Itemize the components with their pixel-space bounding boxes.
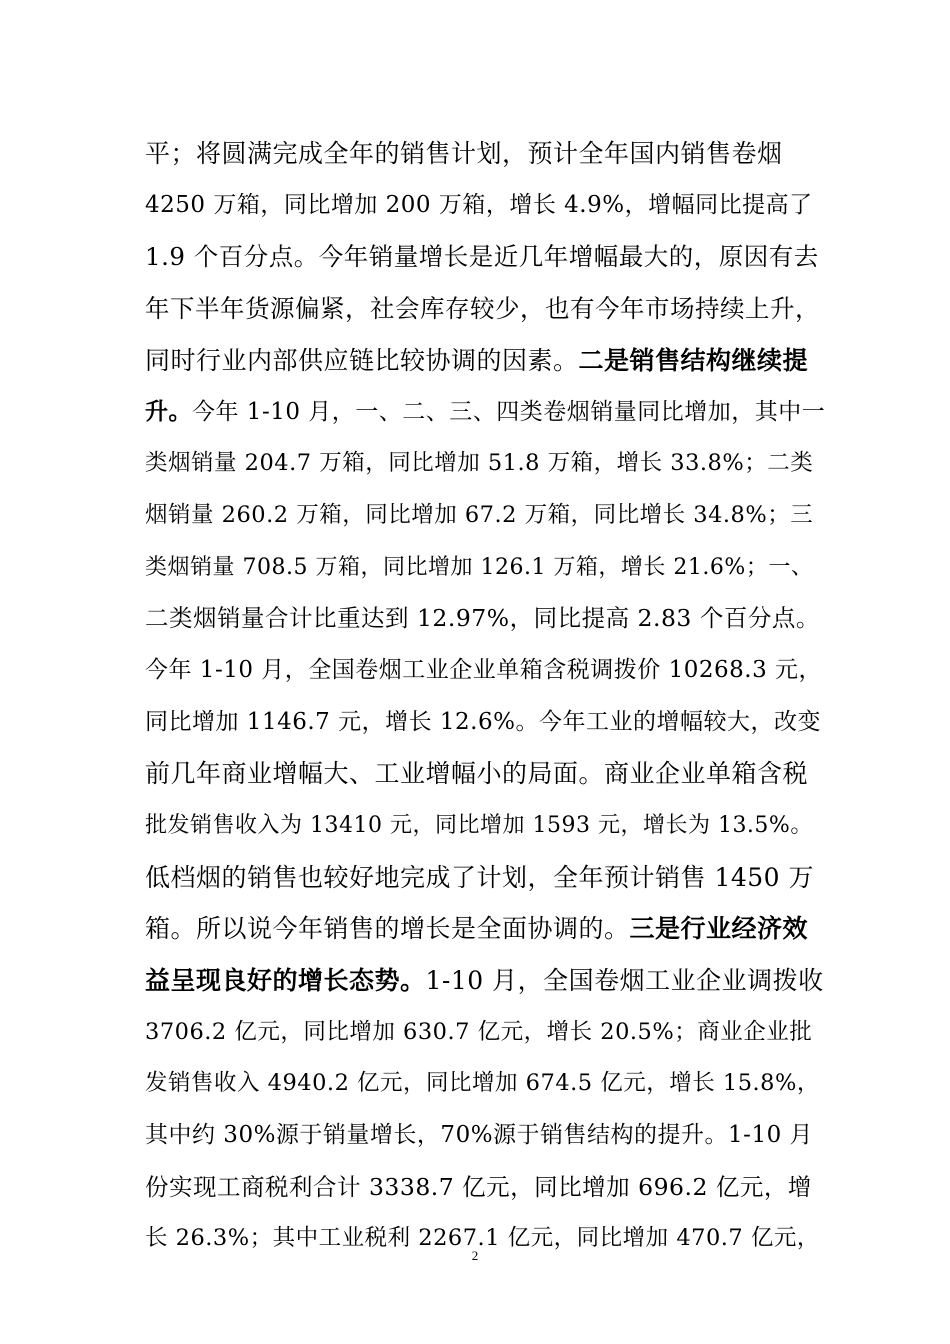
text-line [145, 1110, 825, 1162]
text-segment: 箱。所以说今年销售的增长是全面协调的。 [145, 914, 630, 944]
text-line [145, 386, 825, 438]
text-segment: 3706.2 亿元，同比增加 630.7 亿元，增长 20.5%；商业企业批 [145, 1018, 813, 1045]
text-segment: 长 26.3%；其中工业税利 2267.1 亿元，同比增加 470.7 亿元， [145, 1225, 820, 1252]
text-segment: 份实现工商税利合计 3338.7 亿元，同比增加 696.2 亿元，增 [145, 1172, 812, 1201]
text-line [145, 645, 825, 697]
text-segment: 1-10 月，全国卷烟工业企业调拨收 [425, 966, 824, 995]
text-segment: 年下半年货源偏紧，社会库存较少，也有今年市场持续上升， [145, 294, 820, 324]
text-line [145, 852, 825, 904]
text-line [145, 180, 825, 232]
text-segment: 批发销售收入为 13410 元，同比增加 1593 元，增长为 13.5%。 [145, 812, 813, 838]
text-line [145, 128, 825, 180]
text-segment: 前几年商业增幅大、工业增幅小的局面。商业企业单箱含税 [145, 759, 809, 789]
text-segment: 4250 万箱，同比增加 200 万箱，增长 4.9%，增幅同比提高了 [145, 191, 813, 218]
text-segment: 平；将圆满完成全年的销售计划，预计全年国内销售卷烟 [145, 139, 783, 168]
bold-text-segment: 益呈现良好的增长态势。 [145, 966, 426, 995]
text-segment: 今年 1-10 月，全国卷烟工业企业单箱含税调拨价 10268.3 元， [145, 656, 823, 683]
text-line [145, 748, 825, 800]
text-line [145, 231, 825, 283]
page-number: 2 [471, 1248, 479, 1263]
text-line [145, 593, 825, 645]
text-line [145, 800, 825, 852]
text-line [145, 283, 825, 335]
body-text [145, 128, 825, 1265]
text-line [145, 1162, 825, 1214]
text-segment: 低档烟的销售也较好地完成了计划，全年预计销售 1450 万 [145, 862, 815, 892]
text-segment: 类烟销量 204.7 万箱，同比增加 51.8 万箱，增长 33.8%；二类 [145, 450, 814, 477]
text-segment: 二类烟销量合计比重达到 12.97%，同比提高 2.83 个百分点。 [145, 604, 820, 633]
text-line [145, 697, 825, 749]
text-line [145, 955, 825, 1007]
text-segment: 其中约 30%源于销量增长，70%源于销售结构的提升。1-10 月 [145, 1122, 814, 1149]
text-segment: 今年 1-10 月，一、二、三、四类卷烟销量同比增加，其中一 [192, 399, 826, 426]
text-line [145, 1058, 825, 1110]
text-segment: 1.9 个百分点。今年销量增长是近几年增幅最大的，原因有去 [145, 242, 819, 272]
text-line [145, 542, 825, 594]
text-segment: 同比增加 1146.7 元，增长 12.6%。今年工业的增幅较大，改变 [145, 708, 821, 735]
text-segment: 类烟销量 708.5 万箱，同比增加 126.1 万箱，增长 21.6%；一、 [145, 554, 814, 580]
text-segment: 烟销量 260.2 万箱，同比增加 67.2 万箱，同比增长 34.8%；三 [145, 501, 814, 528]
text-line [145, 490, 825, 542]
text-segment: 发销售收入 4940.2 亿元，同比增加 674.5 亿元，增长 15.8%， [145, 1070, 820, 1097]
text-line [145, 335, 825, 387]
bold-text-segment: 三是行业经济效 [629, 914, 809, 944]
text-segment: 同时行业内部供应链比较协调的因素。 [145, 345, 579, 375]
text-line [145, 1007, 825, 1059]
bold-text-segment: 升。 [145, 398, 192, 426]
text-line [145, 903, 825, 955]
bold-text-segment: 二是销售结构继续提 [578, 345, 809, 375]
text-line [145, 438, 825, 490]
